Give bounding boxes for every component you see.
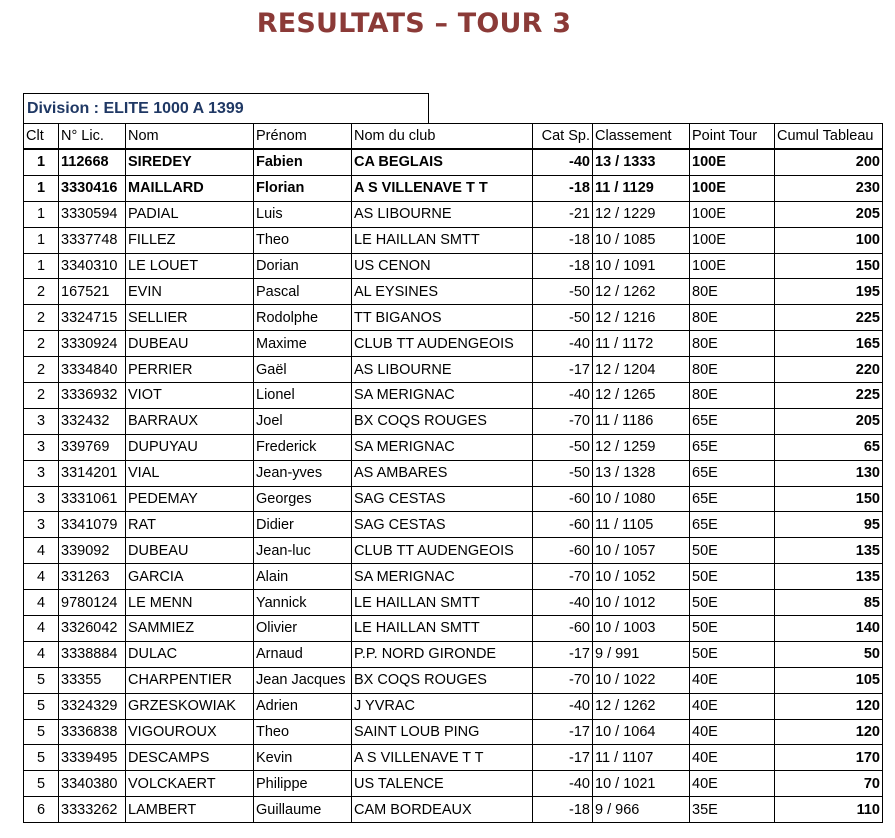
cell-clt: 1 — [24, 149, 59, 175]
cell-classement: 11 / 1186 — [593, 408, 690, 434]
cell-nom: SIREDEY — [126, 149, 254, 175]
cell-club: A S VILLENAVE T T — [352, 745, 533, 771]
cell-licence: 3333262 — [59, 797, 126, 823]
cell-classement: 10 / 1057 — [593, 538, 690, 564]
cell-nom: LE LOUET — [126, 253, 254, 279]
table-row — [24, 434, 883, 460]
cell-prenom: Joel — [254, 408, 352, 434]
cell-nom: DUBEAU — [126, 331, 254, 357]
cell-nom: DUBEAU — [126, 538, 254, 564]
cell-cumul: 225 — [775, 383, 883, 409]
cell-cat: -17 — [533, 357, 593, 383]
cell-club: SAG CESTAS — [352, 486, 533, 512]
cell-nom: PERRIER — [126, 357, 254, 383]
table-row — [24, 797, 883, 823]
cell-point-tour: 80E — [690, 305, 775, 331]
cell-prenom: Adrien — [254, 693, 352, 719]
cell-nom: BARRAUX — [126, 408, 254, 434]
division-label: Division : ELITE 1000 A 1399 — [27, 100, 244, 117]
cell-nom: EVIN — [126, 279, 254, 305]
table-row — [24, 460, 883, 486]
cell-club: AS AMBARES — [352, 460, 533, 486]
cell-club: SA MERIGNAC — [352, 434, 533, 460]
cell-clt: 5 — [24, 693, 59, 719]
table-row — [24, 564, 883, 590]
cell-prenom: Florian — [254, 175, 352, 201]
cell-classement: 12 / 1265 — [593, 383, 690, 409]
cell-cumul: 105 — [775, 667, 883, 693]
cell-licence: 3341079 — [59, 512, 126, 538]
cell-point-tour: 50E — [690, 538, 775, 564]
cell-licence: 3336932 — [59, 383, 126, 409]
cell-club: SAINT LOUB PING — [352, 719, 533, 745]
header-prenom: Prénom — [254, 124, 352, 150]
cell-cumul: 135 — [775, 564, 883, 590]
cell-classement: 13 / 1328 — [593, 460, 690, 486]
cell-point-tour: 40E — [690, 745, 775, 771]
cell-club: BX COQS ROUGES — [352, 408, 533, 434]
cell-club: P.P. NORD GIRONDE — [352, 641, 533, 667]
cell-licence: 3338884 — [59, 641, 126, 667]
cell-cumul: 140 — [775, 616, 883, 642]
table-row — [24, 667, 883, 693]
cell-cat: -40 — [533, 693, 593, 719]
cell-clt: 3 — [24, 434, 59, 460]
cell-nom: VIAL — [126, 460, 254, 486]
cell-cumul: 170 — [775, 745, 883, 771]
cell-clt: 2 — [24, 331, 59, 357]
cell-cat: -17 — [533, 719, 593, 745]
cell-licence: 3326042 — [59, 616, 126, 642]
cell-prenom: Arnaud — [254, 641, 352, 667]
cell-prenom: Kevin — [254, 745, 352, 771]
cell-cat: -40 — [533, 771, 593, 797]
cell-prenom: Yannick — [254, 590, 352, 616]
header-nom: Nom — [126, 124, 254, 150]
table-row — [24, 305, 883, 331]
cell-prenom: Philippe — [254, 771, 352, 797]
cell-cat: -60 — [533, 486, 593, 512]
cell-point-tour: 80E — [690, 279, 775, 305]
cell-clt: 1 — [24, 227, 59, 253]
cell-clt: 2 — [24, 279, 59, 305]
cell-nom: GARCIA — [126, 564, 254, 590]
table-row — [24, 538, 883, 564]
cell-point-tour: 65E — [690, 434, 775, 460]
cell-classement: 10 / 1080 — [593, 486, 690, 512]
cell-clt: 5 — [24, 719, 59, 745]
table-row — [24, 357, 883, 383]
cell-prenom: Theo — [254, 227, 352, 253]
cell-club: TT BIGANOS — [352, 305, 533, 331]
cell-club: CAM BORDEAUX — [352, 797, 533, 823]
cell-point-tour: 35E — [690, 797, 775, 823]
header-club: Nom du club — [352, 124, 533, 150]
cell-cat: -70 — [533, 667, 593, 693]
cell-clt: 1 — [24, 253, 59, 279]
table-row — [24, 693, 883, 719]
cell-licence: 3314201 — [59, 460, 126, 486]
cell-classement: 10 / 1052 — [593, 564, 690, 590]
table-row — [24, 175, 883, 201]
cell-licence: 331263 — [59, 564, 126, 590]
cell-clt: 5 — [24, 667, 59, 693]
cell-licence: 3339495 — [59, 745, 126, 771]
cell-licence: 3336838 — [59, 719, 126, 745]
cell-nom: SAMMIEZ — [126, 616, 254, 642]
cell-nom: VIOT — [126, 383, 254, 409]
table-body — [24, 149, 883, 823]
cell-cat: -60 — [533, 616, 593, 642]
table-row — [24, 227, 883, 253]
cell-point-tour: 65E — [690, 460, 775, 486]
cell-classement: 10 / 1022 — [593, 667, 690, 693]
cell-cat: -50 — [533, 434, 593, 460]
header-clt: Clt — [24, 124, 59, 150]
cell-cat: -60 — [533, 538, 593, 564]
cell-prenom: Fabien — [254, 149, 352, 175]
cell-nom: MAILLARD — [126, 175, 254, 201]
cell-clt: 4 — [24, 616, 59, 642]
cell-prenom: Maxime — [254, 331, 352, 357]
cell-nom: DESCAMPS — [126, 745, 254, 771]
cell-prenom: Didier — [254, 512, 352, 538]
cell-club: CLUB TT AUDENGEOIS — [352, 331, 533, 357]
cell-licence: 3330594 — [59, 201, 126, 227]
cell-licence: 3330416 — [59, 175, 126, 201]
cell-nom: DUPUYAU — [126, 434, 254, 460]
cell-licence: 3334840 — [59, 357, 126, 383]
table-row — [24, 149, 883, 175]
cell-point-tour: 80E — [690, 331, 775, 357]
cell-point-tour: 40E — [690, 719, 775, 745]
cell-clt: 2 — [24, 383, 59, 409]
header-cat: Cat Sp. — [533, 124, 593, 150]
header-classement: Classement — [593, 124, 690, 150]
table-row — [24, 486, 883, 512]
cell-point-tour: 40E — [690, 667, 775, 693]
cell-classement: 10 / 1021 — [593, 771, 690, 797]
cell-nom: LAMBERT — [126, 797, 254, 823]
cell-licence: 3331061 — [59, 486, 126, 512]
header-cumul: Cumul Tableau — [775, 124, 883, 150]
table-row — [24, 616, 883, 642]
cell-nom: CHARPENTIER — [126, 667, 254, 693]
cell-club: AS LIBOURNE — [352, 201, 533, 227]
cell-nom: SELLIER — [126, 305, 254, 331]
cell-prenom: Gaël — [254, 357, 352, 383]
cell-classement: 10 / 1003 — [593, 616, 690, 642]
cell-clt: 1 — [24, 201, 59, 227]
cell-clt: 4 — [24, 590, 59, 616]
cell-classement: 10 / 1012 — [593, 590, 690, 616]
cell-point-tour: 65E — [690, 486, 775, 512]
cell-point-tour: 100E — [690, 149, 775, 175]
cell-clt: 1 — [24, 175, 59, 201]
cell-cat: -17 — [533, 641, 593, 667]
cell-prenom: Jean-yves — [254, 460, 352, 486]
cell-nom: PADIAL — [126, 201, 254, 227]
cell-clt: 4 — [24, 641, 59, 667]
cell-club: SAG CESTAS — [352, 512, 533, 538]
cell-cumul: 135 — [775, 538, 883, 564]
cell-cumul: 230 — [775, 175, 883, 201]
cell-club: CLUB TT AUDENGEOIS — [352, 538, 533, 564]
cell-club: CA BEGLAIS — [352, 149, 533, 175]
table-row — [24, 253, 883, 279]
cell-point-tour: 80E — [690, 383, 775, 409]
cell-nom: FILLEZ — [126, 227, 254, 253]
cell-club: US CENON — [352, 253, 533, 279]
cell-classement: 9 / 966 — [593, 797, 690, 823]
table-row — [24, 719, 883, 745]
results-table — [23, 123, 883, 823]
cell-clt: 3 — [24, 486, 59, 512]
cell-club: LE HAILLAN SMTT — [352, 590, 533, 616]
cell-licence: 9780124 — [59, 590, 126, 616]
cell-cumul: 100 — [775, 227, 883, 253]
cell-cumul: 225 — [775, 305, 883, 331]
cell-point-tour: 50E — [690, 564, 775, 590]
cell-prenom: Guillaume — [254, 797, 352, 823]
cell-nom: VIGOUROUX — [126, 719, 254, 745]
cell-cumul: 120 — [775, 719, 883, 745]
cell-nom: PEDEMAY — [126, 486, 254, 512]
cell-clt: 2 — [24, 357, 59, 383]
cell-licence: 167521 — [59, 279, 126, 305]
cell-point-tour: 100E — [690, 253, 775, 279]
cell-prenom: Dorian — [254, 253, 352, 279]
cell-prenom: Theo — [254, 719, 352, 745]
cell-clt: 5 — [24, 745, 59, 771]
cell-classement: 10 / 1085 — [593, 227, 690, 253]
cell-point-tour: 50E — [690, 590, 775, 616]
cell-cat: -70 — [533, 408, 593, 434]
cell-classement: 12 / 1204 — [593, 357, 690, 383]
table-row — [24, 745, 883, 771]
cell-cumul: 205 — [775, 201, 883, 227]
cell-cumul: 195 — [775, 279, 883, 305]
cell-cat: -40 — [533, 590, 593, 616]
cell-cumul: 50 — [775, 641, 883, 667]
cell-point-tour: 40E — [690, 693, 775, 719]
cell-clt: 4 — [24, 538, 59, 564]
cell-classement: 12 / 1229 — [593, 201, 690, 227]
cell-cumul: 110 — [775, 797, 883, 823]
cell-cat: -21 — [533, 201, 593, 227]
cell-licence: 332432 — [59, 408, 126, 434]
cell-licence: 3330924 — [59, 331, 126, 357]
cell-classement: 10 / 1091 — [593, 253, 690, 279]
cell-clt: 6 — [24, 797, 59, 823]
cell-cumul: 150 — [775, 253, 883, 279]
cell-cat: -17 — [533, 745, 593, 771]
cell-classement: 9 / 991 — [593, 641, 690, 667]
cell-prenom: Rodolphe — [254, 305, 352, 331]
cell-cumul: 165 — [775, 331, 883, 357]
cell-cat: -70 — [533, 564, 593, 590]
division-header — [23, 93, 429, 124]
cell-classement: 11 / 1129 — [593, 175, 690, 201]
cell-prenom: Olivier — [254, 616, 352, 642]
cell-cumul: 120 — [775, 693, 883, 719]
cell-point-tour: 100E — [690, 201, 775, 227]
cell-club: US TALENCE — [352, 771, 533, 797]
cell-classement: 12 / 1262 — [593, 279, 690, 305]
cell-cumul: 205 — [775, 408, 883, 434]
cell-cat: -50 — [533, 460, 593, 486]
cell-cat: -18 — [533, 175, 593, 201]
cell-cumul: 95 — [775, 512, 883, 538]
cell-classement: 13 / 1333 — [593, 149, 690, 175]
cell-point-tour: 65E — [690, 512, 775, 538]
table-row — [24, 279, 883, 305]
table-row — [24, 512, 883, 538]
cell-prenom: Lionel — [254, 383, 352, 409]
cell-classement: 12 / 1216 — [593, 305, 690, 331]
cell-classement: 10 / 1064 — [593, 719, 690, 745]
cell-licence: 3324715 — [59, 305, 126, 331]
cell-nom: DULAC — [126, 641, 254, 667]
cell-cat: -18 — [533, 227, 593, 253]
cell-cat: -18 — [533, 797, 593, 823]
cell-prenom: Pascal — [254, 279, 352, 305]
cell-cat: -50 — [533, 305, 593, 331]
page-title: RESULTATS – TOUR 3 — [256, 8, 572, 39]
cell-cumul: 130 — [775, 460, 883, 486]
cell-club: SA MERIGNAC — [352, 383, 533, 409]
cell-club: A S VILLENAVE T T — [352, 175, 533, 201]
cell-clt: 5 — [24, 771, 59, 797]
cell-nom: RAT — [126, 512, 254, 538]
cell-point-tour: 100E — [690, 175, 775, 201]
cell-cumul: 150 — [775, 486, 883, 512]
cell-clt: 3 — [24, 460, 59, 486]
cell-point-tour: 50E — [690, 616, 775, 642]
cell-cat: -40 — [533, 149, 593, 175]
cell-licence: 3324329 — [59, 693, 126, 719]
cell-classement: 11 / 1105 — [593, 512, 690, 538]
table-row — [24, 408, 883, 434]
header-licence: N° Lic. — [59, 124, 126, 150]
cell-licence: 339092 — [59, 538, 126, 564]
cell-cat: -18 — [533, 253, 593, 279]
cell-club: J YVRAC — [352, 693, 533, 719]
table-row — [24, 201, 883, 227]
cell-nom: GRZESKOWIAK — [126, 693, 254, 719]
table-row — [24, 383, 883, 409]
cell-clt: 2 — [24, 305, 59, 331]
cell-cumul: 85 — [775, 590, 883, 616]
cell-classement: 12 / 1262 — [593, 693, 690, 719]
cell-licence: 33355 — [59, 667, 126, 693]
cell-clt: 3 — [24, 512, 59, 538]
cell-club: AL EYSINES — [352, 279, 533, 305]
cell-point-tour: 40E — [690, 771, 775, 797]
cell-club: SA MERIGNAC — [352, 564, 533, 590]
cell-clt: 3 — [24, 408, 59, 434]
table-header-row — [24, 124, 883, 150]
cell-classement: 11 / 1107 — [593, 745, 690, 771]
cell-cumul: 220 — [775, 357, 883, 383]
cell-classement: 11 / 1172 — [593, 331, 690, 357]
cell-licence: 112668 — [59, 149, 126, 175]
cell-cumul: 200 — [775, 149, 883, 175]
table-row — [24, 641, 883, 667]
cell-club: LE HAILLAN SMTT — [352, 227, 533, 253]
cell-cumul: 65 — [775, 434, 883, 460]
cell-point-tour: 50E — [690, 641, 775, 667]
cell-point-tour: 100E — [690, 227, 775, 253]
cell-cumul: 70 — [775, 771, 883, 797]
header-point-tour: Point Tour — [690, 124, 775, 150]
cell-point-tour: 65E — [690, 408, 775, 434]
cell-cat: -40 — [533, 331, 593, 357]
table-row — [24, 331, 883, 357]
cell-classement: 12 / 1259 — [593, 434, 690, 460]
cell-clt: 4 — [24, 564, 59, 590]
cell-club: BX COQS ROUGES — [352, 667, 533, 693]
cell-prenom: Alain — [254, 564, 352, 590]
cell-licence: 3337748 — [59, 227, 126, 253]
cell-cat: -60 — [533, 512, 593, 538]
cell-prenom: Georges — [254, 486, 352, 512]
cell-licence: 339769 — [59, 434, 126, 460]
cell-cat: -40 — [533, 383, 593, 409]
cell-nom: VOLCKAERT — [126, 771, 254, 797]
cell-club: AS LIBOURNE — [352, 357, 533, 383]
table-row — [24, 771, 883, 797]
cell-prenom: Jean-luc — [254, 538, 352, 564]
cell-prenom: Jean Jacques — [254, 667, 352, 693]
table-row — [24, 590, 883, 616]
cell-licence: 3340310 — [59, 253, 126, 279]
cell-licence: 3340380 — [59, 771, 126, 797]
cell-point-tour: 80E — [690, 357, 775, 383]
cell-club: LE HAILLAN SMTT — [352, 616, 533, 642]
cell-prenom: Frederick — [254, 434, 352, 460]
cell-cat: -50 — [533, 279, 593, 305]
cell-nom: LE MENN — [126, 590, 254, 616]
cell-prenom: Luis — [254, 201, 352, 227]
